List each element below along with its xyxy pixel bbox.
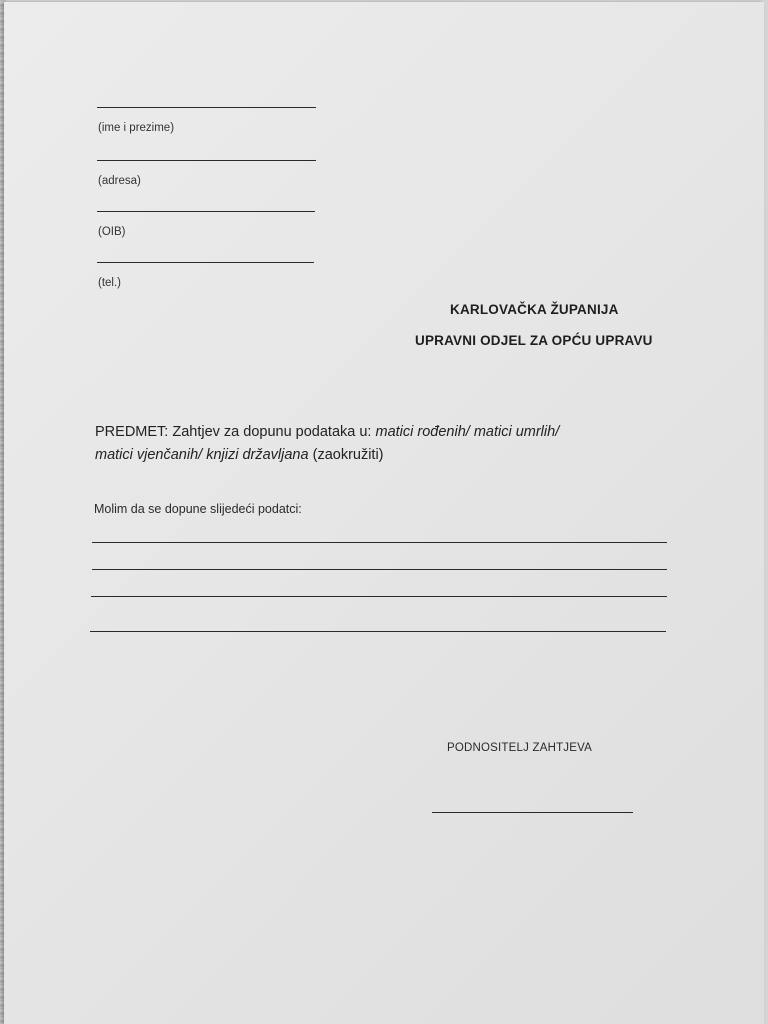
details-line-4[interactable]: [90, 631, 666, 632]
address-input-line[interactable]: [97, 160, 316, 161]
subject-note: (zaokružiti): [312, 447, 384, 463]
recipient-county: KARLOVAČKA ŽUPANIJA: [450, 302, 619, 317]
form-page: [4, 2, 764, 1024]
oib-field-label: (OIB): [98, 226, 126, 238]
oib-input-line[interactable]: [97, 211, 315, 212]
subject-block: [95, 421, 675, 467]
details-line-3[interactable]: [91, 596, 667, 597]
details-line-2[interactable]: [92, 569, 667, 570]
phone-input-line[interactable]: [97, 262, 314, 263]
subject-options-line1[interactable]: matici rođenih/ matici umrlih/: [375, 424, 560, 440]
subject-options-line2[interactable]: matici vjenčanih/ knjizi državljana: [95, 447, 309, 463]
request-text: Molim da se dopune slijedeći podatci:: [94, 502, 302, 516]
subject-prefix: PREDMET: Zahtjev za dopunu podataka u:: [95, 424, 372, 440]
signature-line[interactable]: [432, 812, 633, 813]
recipient-department: UPRAVNI ODJEL ZA OPĆU UPRAVU: [415, 333, 653, 348]
address-field-label: (adresa): [98, 175, 141, 187]
details-line-1[interactable]: [92, 542, 667, 543]
phone-field-label: (tel.): [98, 277, 121, 289]
signature-label: PODNOSITELJ ZAHTJEVA: [447, 742, 593, 754]
name-field-label: (ime i prezime): [98, 122, 175, 134]
name-input-line[interactable]: [97, 107, 316, 108]
